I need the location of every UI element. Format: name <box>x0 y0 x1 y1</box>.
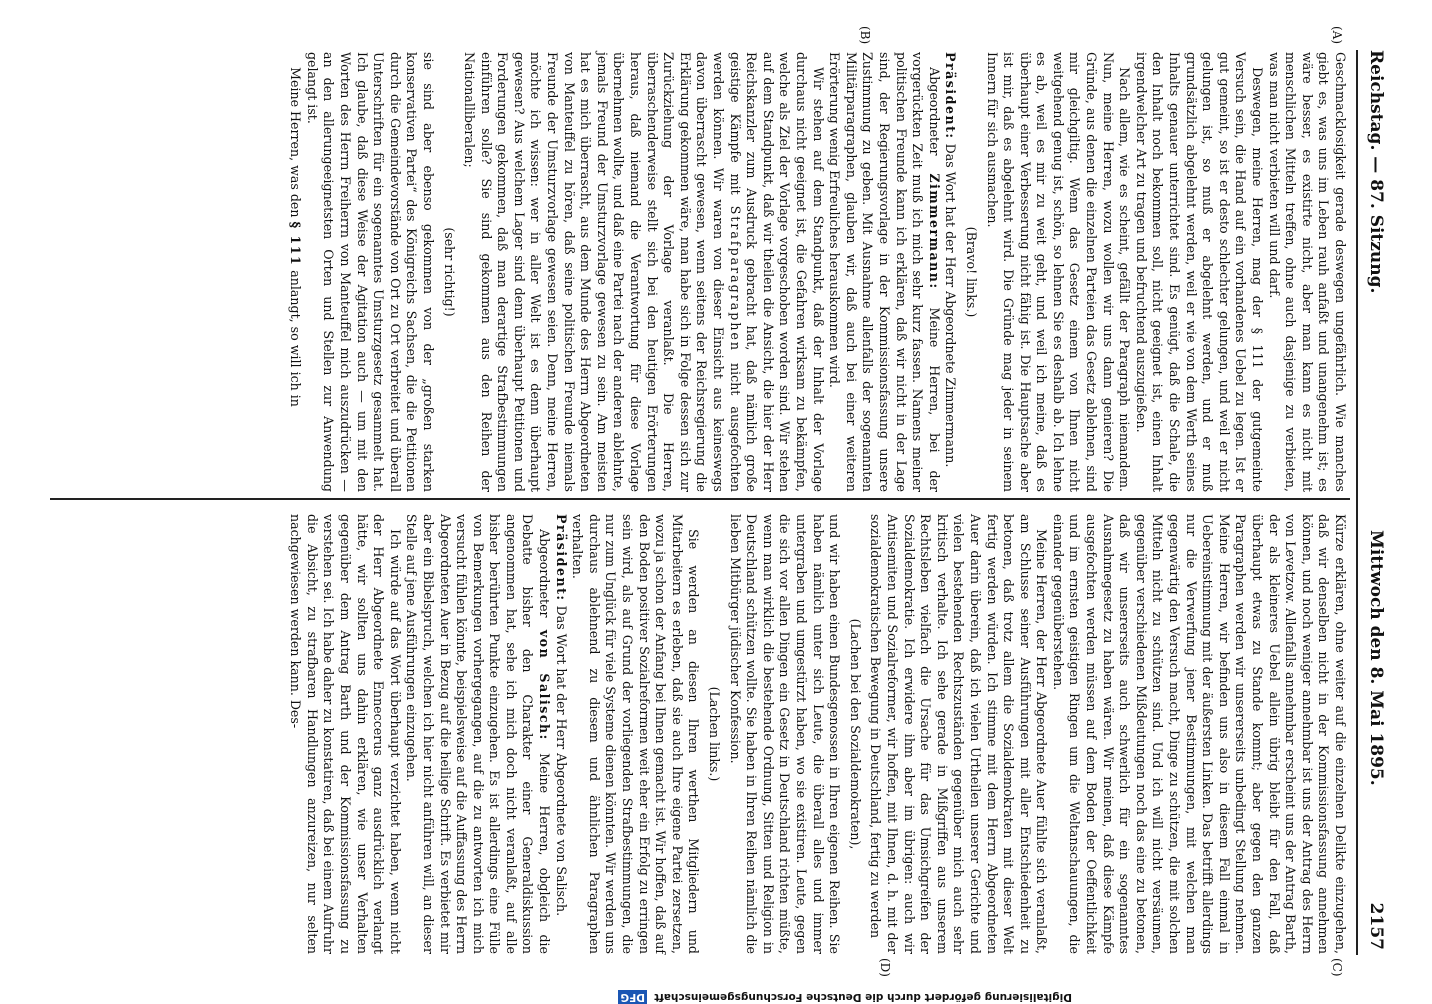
emphasis: Strafparagraphen <box>727 205 743 352</box>
header-date: Mittwoch den 8. Mai 1895. <box>1366 530 1386 786</box>
right-column <box>287 514 1348 954</box>
left-column <box>287 52 1348 492</box>
emphasis: § 111 <box>288 221 304 267</box>
emphasis: von Salisch: <box>537 629 553 741</box>
paragraph: Meine Herren, was den § 111 anlangt, so will ich in <box>288 67 304 407</box>
page-number: 2157 <box>1366 902 1386 950</box>
paragraph: sie sind aber ebenso gekommen von der „großen starken konservativen Partei“ des Königreichs Sachsen, die die Petitionen durch die Gemeindevorstände von Ort zu Ort verbreitet und überall Unterschriften für ein sogenanntes Umsturzgesetz gesammelt hat. Ich glaube, daß diese Weise der Agitation auch — um mit den Worten des Herrn Freiherrn von Manteuffel mich auszudrücken — an den allerungeeignetsten Orten und Stellen zur Anwendung gelangt ist. <box>304 52 436 492</box>
emphasis: Präsident: <box>553 514 569 602</box>
paragraph: Deswegen, meine Herren, mag der § 111 der gutgemeinte Versuch sein, die Hand auf ein vorhandenes Uebel zu legen. Ist er gut gemeint, so ist er desto schlechter gelungen, und weil er nicht gelungen ist, so muß er abgelehnt werden, und er muß grundsätzlich abgelehnt werden, weil er wie von dem Werth seines Inhalts genauer unterrichtet sind. Es genügt, daß die Schale, die den Inhalt noch bekommen soll, nicht geeignet ist, einen Inhalt irgendwelcher Art zu tragen und befruchtend auszugießen. <box>1133 52 1266 492</box>
paragraph: Geschmacklosigkeit gerade deswegen ungefährlich. Wie manches giebt es, was uns im Leben rauh anfaßt und unangenehm ist; es wäre besser, es existirte nicht, aber man kann es nicht mit menschlichen Mitteln treffen, ohne auch dasjenige zu verbieten, was man nicht verbieten will und darf. <box>1266 52 1348 492</box>
paragraph: (sehr richtig!) <box>441 227 457 317</box>
dfg-credit <box>618 988 1072 1004</box>
paragraph: (Lachen bei den Sozialdemokraten), <box>847 618 863 850</box>
header-left: Reichstag. — 87. Sitzung. <box>1366 50 1386 294</box>
margin-marker-a: (A) <box>1330 26 1344 45</box>
emphasis: Präsident: <box>943 52 959 140</box>
dfg-credit-text: Digitalisierung gefördert durch die Deutsche Forschungsgemeinschaft <box>654 991 1072 1003</box>
paragraph: Abgeordneter Zimmermann: Meine Herren, bei der vorgerückten Zeit muß ich mich sehr kurz fassen. Namens meiner politischen Freunde kann ich erklären, daß wir nicht in der Lage sind, der Regierungsvorlage in der Kommissionsfassung unsere Zustimmung zu geben. Mit Ausnahme allenfalls der sogenannten Militärparagraphen, glauben wir, daß auch bei einer weiteren Erörterung wenig Erfreuliches herauskommen wird. <box>827 52 942 492</box>
margin-marker-d: (D) <box>878 958 892 977</box>
paragraph: Kürze erklären, ohne weiter auf die einzelnen Delikte einzugehen, daß wir denselben nicht in der Kommissionsfassung annehmen können, und noch weniger annehmbar ist uns der Antrag des Herrn von Levetzow. Allenfalls annehmbar erscheint uns der Antrag Barth, der als kleineres Uebel allein übrig bleibt für den Fall, daß überhaupt etwas zu Stande kommt; aber gegen den ganzen Paragraphen werden wir unsererseits unbedingt Stellung nehmen. Meine Herren, wir befinden uns also in diesem Fall einmal in Uebereinstimmung mit der äußersten Linken. Das betrifft allerdings nur die Verwerfung jener Bestimmungen, mit welchen man gegenwärtig den Versuch macht, Dinge zu schützen, die mit solchen Mitteln nicht zu schützen sind. Und ich will nicht versäumen, gegenüber verschiedenen Mißdeutungen noch das eine zu betonen, daß wir unsererseits auch schwerlich für ein sogenanntes Ausnahmegesetz zu haben wären. Wir meinen, daß diese Kämpfe ausgefochten werden müssen auf dem Boden der Oeffentlichkeit und im ernsten geistigen Ringen um die Weltanschauungen, die einander gegenüberstehen. <box>1050 514 1348 954</box>
emphasis: Zimmermann: <box>926 173 942 290</box>
paragraph: Nach allem, wie es scheint, gefällt der Paragraph niemandem. Nun, meine Herren, wozu wollen wir uns dann genieren? Die Gründe, aus denen die einzelnen Parteien das Gesetz ablehnen, sind mir gleichgiltig. Wenn das Gesetz einem von Ihnen nicht weitgehend genug ist, schön, so lehnen Sie es deshalb ab. Ich lehne es ab, weil es mir zu weit geht, und weil ich meine, daß es überhaupt einer Verbesserung nicht fähig ist. Die Hauptsache aber ist mir, daß es abgelehnt wird. Die Gründe mag jeder in seinem Innern für sich ausmachen. <box>984 52 1133 492</box>
paragraph: Ich würde auf das Wort überhaupt verzichtet haben, wenn nicht der Herr Abgeordnete Enneccerus ganz ausdrücklich verlangt hätte, wir sollten uns dahin erklären, wie unser Verhalten gegenüber dem Antrag Barth und der Kommissionsfassung zu verstehen sei. Ich habe daher zu konstatiren, daß bei einem Aufruhr die Absicht, zu strafbaren Handlungen anzureizen, nur selten nachgewiesen werden kann. Des- <box>288 514 403 954</box>
column-divider <box>50 498 1350 500</box>
paragraph: Meine Herren, der Herr Abgeordnete Auer fühlte sich veranlaßt, am Schlusse seiner Ausführungen mit aller Entschiedenheit zu betonen, daß trotz allem die Sozialdemokraten mit dieser Welt fertig werden würden. Ich stimme mit dem Herrn Abgeordneten Auer darin überein, daß ich vielen Urtheilen unserer Gerichte und vielen bestehenden Rechtszuständen gegenüber mich auch sehr kritisch verhalte. Ich sehe gerade in Mißgriffen aus unserem Rechtsleben vielfach die Ursache für das Umsichgreifen der Sozialdemokratie. Ich erwidere ihm aber im übrigen: auch wir Antisemiten und Sozialreformer, wir hoffen, mit Ihnen, d. h. mit der sozialdemokratischen Bewegung in Deutschland, fertig zu werden <box>868 514 1050 954</box>
paragraph: und wir haben einen Bundesgenossen in Ihren eigenen Reihen. Sie haben nämlich unter sich Leute, die überall alles und immer untergraben und umgestürzt haben, wo sie existiren. Leute, gegen die sich vor allen Dingen ein Gesetz in Deutschland richten müßte, wenn man wirklich die bestehende Ordnung, Sitten und Religion in Deutschland schützen wollte. Sie haben in Ihren Reihen nämlich die lieben Mitbürger jüdischer Konfession. <box>727 514 843 954</box>
margin-marker-c: (C) <box>1330 958 1344 977</box>
paragraph: Sie werden an diesen Ihren werthen Mitgliedern und Mitarbeitern es erleben, daß sie auch Ihre eigene Partei zersetzen, wozu ja schon der Anfang bei Ihnen gemacht ist. Wir hoffen, daß auf den Boden positiver Sozialreformen weit eher ein Erfolg zu erringen sein wird, als auf Grund der vorliegenden Strafbestimmungen, die nur zum Unglück für viele Systeme dienen könnten. Wir werden uns durchaus ablehnend zu diesem und ähnlichen Paragraphen verhalten. <box>570 514 702 954</box>
paragraph: Wir stehen auf dem Standpunkt, daß der Inhalt der Vorlage durchaus nicht geeignet ist, die Gefahren wirksam zu bekämpfen, welche als Ziel der Vorlage vorgeschoben worden sind. Wir stehen auf dem Standpunkt, daß wir theilen die Ansicht, die hier der Herr Reichskanzler zum Ausdruck gebracht hat, daß nämlich große geistige Kämpfe mit Strafparagraphen nicht ausgefochten werden können. Wir waren von dieser Einsicht aus keineswegs davon überrascht gewesen, wenn seitens der Reichsregierung die Erklärung gekommen wäre, man habe sich in Folge dessen sich zur Zurückziehung der Vorlage veranlaßt. Die Herren, überraschenderweise stellt sich bei den heutigen Erörterungen heraus, daß niemand die Verantwortung für diese Vorlage übernehmen wollte, und daß eine Partei nach der anderen ablehnte, jemals Freund der Umsturzvorlage gewesen zu sein. Am meisten hat es mich überrascht, aus dem Munde des Herrn Abgeordneten von Manteuffel zu hören, daß seine politischen Freunde niemals Freunde der Umsturzvorlage gewesen seien. Denn, meine Herren, möchte ich wissen: wer in aller Welt ist es denn überhaupt gewesen? Aus welchem Lager sind denn überhaupt Petitionen und Forderungen gekommen, daß man derartige Strafbestimmungen einführen solle? Sie sind gekommen aus den Reihen der Nationalliberalen; <box>462 52 826 492</box>
paragraph: (Bravo! links.) <box>963 226 979 318</box>
page-header <box>1360 50 1386 950</box>
dfg-logo: DFG <box>620 991 645 1003</box>
paragraph: Präsident: Das Wort hat der Herr Abgeordnete Zimmermann. <box>943 52 959 468</box>
header-rule <box>1356 50 1358 955</box>
paragraph: Präsident: Das Wort hat der Herr Abgeordnete von Salisch. <box>553 514 569 917</box>
paragraph: (Lachen links.) <box>707 686 723 782</box>
paragraph: Abgeordneter von Salisch: Meine Herren, obgleich die Debatte bisher den Charakter einer Generaldiskussion angenommen hat, sehe ich mich doch nicht veranlaßt, auf alle bisher berührten Punkte einzugehen. Es ist allerdings eine Fülle von Bemerkungen vorhergegangen, auf die zu antworten ich mich versucht fühlen könnte, beispielsweise auf die Auffassung des Herrn Abgeordneten Auer in Bezug auf die heilige Schrift. Es verbietet mir aber ein Bibelspruch, welchen ich hier nicht anführen will, an dieser Stelle auf jene Ausführungen einzugehen. <box>404 514 553 954</box>
margin-marker-b: (B) <box>858 26 872 45</box>
